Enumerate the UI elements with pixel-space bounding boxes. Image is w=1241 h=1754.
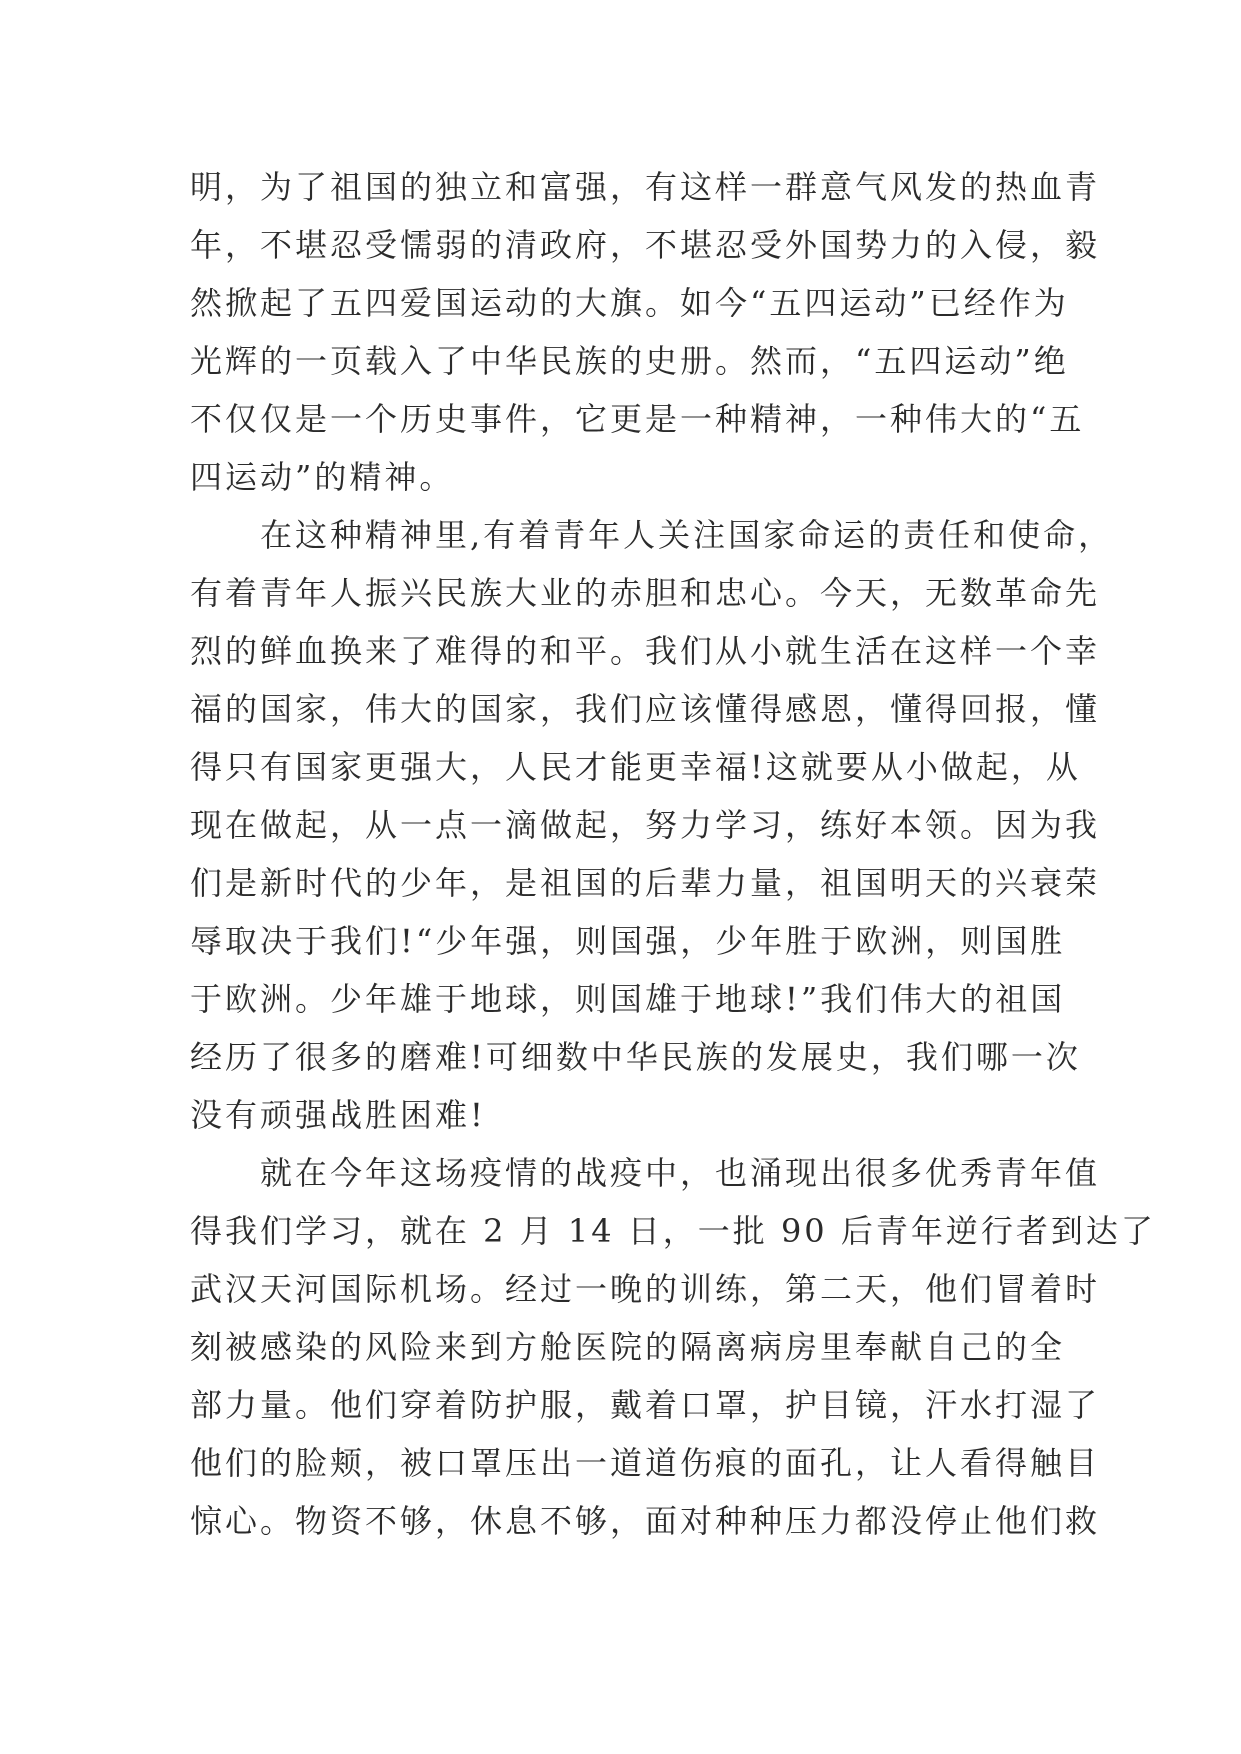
text-line: 没有顽强战胜困难!	[190, 1096, 486, 1134]
text-line: 不仅仅是一个历史事件，它更是一种精神，一种伟大的“五	[190, 400, 1085, 438]
text-line: 烈的鲜血换来了难得的和平。我们从小就生活在这样一个幸	[190, 632, 1101, 670]
text-line: 现在做起，从一点一滴做起，努力学习，练好本领。因为我	[190, 806, 1101, 844]
text-line: 就在今年这场疫情的战疫中，也涌现出很多优秀青年值	[190, 1154, 1101, 1192]
text-line: 然掀起了五四爱国运动的大旗。如今“五四运动”已经作为	[190, 284, 1069, 322]
text-line: 四运动”的精神。	[190, 458, 455, 496]
text-line: 光辉的一页载入了中华民族的史册。然而，“五四运动”绝	[190, 342, 1069, 380]
text-line: 有着青年人振兴民族大业的赤胆和忠心。今天，无数革命先	[190, 574, 1101, 612]
text-line: 于欧洲。少年雄于地球，则国雄于地球!”我们伟大的祖国	[190, 980, 1066, 1018]
text-line: 们是新时代的少年，是祖国的后辈力量，祖国明天的兴衰荣	[190, 864, 1101, 902]
text-line: 经历了很多的磨难!可细数中华民族的发展史，我们哪一次	[190, 1038, 1081, 1076]
text-line: 惊心。物资不够，休息不够，面对种种压力都没停止他们救	[190, 1502, 1101, 1540]
body-text	[190, 158, 1156, 1550]
text-line: 福的国家，伟大的国家，我们应该懂得感恩，懂得回报，懂	[190, 690, 1101, 728]
text-line: 他们的脸颊，被口罩压出一道道伤痕的面孔，让人看得触目	[190, 1444, 1101, 1482]
text-line: 在这种精神里,有着青年人关注国家命运的责任和使命，	[190, 516, 1114, 554]
text-line: 武汉天河国际机场。经过一晚的训练，第二天，他们冒着时	[190, 1270, 1101, 1308]
text-line: 得只有国家更强大，人民才能更幸福!这就要从小做起，从	[190, 748, 1081, 786]
text-line: 明，为了祖国的独立和富强，有这样一群意气风发的热血青	[190, 168, 1101, 206]
text-line: 年，不堪忍受懦弱的清政府，不堪忍受外国势力的入侵，毅	[190, 226, 1101, 264]
text-line: 辱取决于我们!“少年强，则国强，少年胜于欧洲，则国胜	[190, 922, 1066, 960]
text-line: 得我们学习，就在 2 月 14 日，一批 90 后青年逆行者到达了	[190, 1212, 1156, 1250]
text-line: 部力量。他们穿着防护服，戴着口罩，护目镜，汗水打湿了	[190, 1386, 1101, 1424]
text-line: 刻被感染的风险来到方舱医院的隔离病房里奉献自己的全	[190, 1328, 1066, 1366]
